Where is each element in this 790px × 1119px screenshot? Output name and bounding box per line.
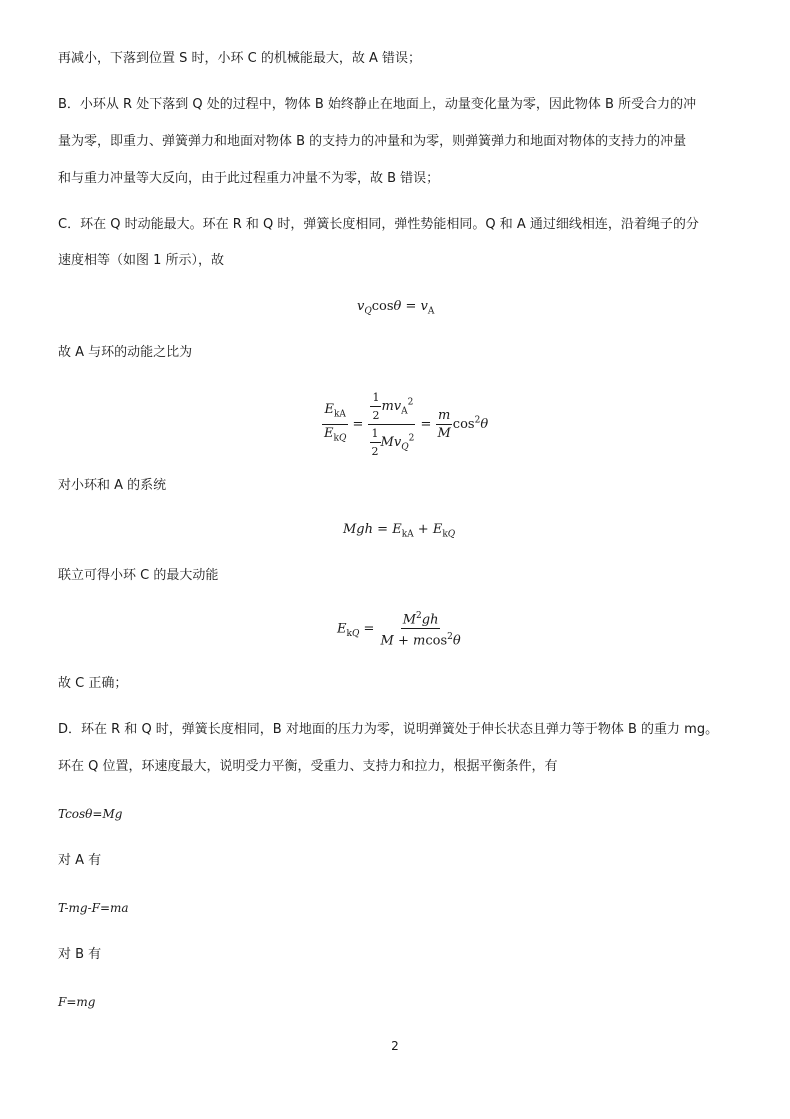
- equation-line-15: T-mg-F=ma: [58, 901, 129, 915]
- text-line-12: 环在 Q 位置，环速度最大，说明受力平衡，受重力、支持力和拉力，根据平衡条件，有: [58, 759, 558, 774]
- text-line-14: 对 A 有: [58, 853, 102, 868]
- text-line-5: C．环在 Q 时动能最大。环在 R 和 Q 时，弹簧长度相同，弹性势能相同。Q 和 A 通过细线相连，沿着绳子的分: [58, 217, 699, 232]
- page-number: 2: [391, 1039, 399, 1053]
- text-line-11: D．环在 R 和 Q 时，弹簧长度相同，B 对地面的压力为零，说明弹簧处于伸长状态且弹力等于物体 B 的重力 mg。: [58, 722, 719, 737]
- text-line-3: 量为零，即重力、弹簧弹力和地面对物体 B 的支持力的冲量和为零，则弹簧弹力和地面对物体的支持力的冲量: [58, 134, 687, 149]
- equation-max-kinetic-energy: $E_{kQ}$ = $\frac{M^2gh}{M + mcos^2\theta}$: [337, 611, 461, 649]
- text-line-6: 速度相等（如图 1 所示），故: [58, 253, 225, 268]
- equation-line-17: F=mg: [58, 995, 96, 1009]
- text-line-1: 再减小，下落到位置 S 时，小环 C 的机械能最大，故 A 错误；: [58, 51, 422, 66]
- text-line-2: B．小环从 R 处下落到 Q 处的过程中，物体 B 始终静止在地面上，动量变化量为零，因此物体 B 所受合力的冲: [58, 97, 697, 112]
- text-line-9: 联立可得小环 C 的最大动能: [58, 568, 219, 583]
- equation-velocity-relation: $v_Q\cos\theta = v_A$: [357, 299, 435, 317]
- text-line-4: 和与重力冲量等大反向，由于此过程重力冲量不为零，故 B 错误；: [58, 171, 440, 186]
- text-line-7: 故 A 与环的动能之比为: [58, 345, 193, 360]
- text-line-16: 对 B 有: [58, 947, 102, 962]
- text-line-10: 故 C 正确；: [58, 676, 128, 691]
- equation-kinetic-energy-ratio: $\frac{E_{kA}}{E_{kQ}}$ = $\frac{1}{2}$ $mv_A^2$ $\frac{1}{2}$ $Mv_Q^2$ = $\frac{m}{M}$ $\cos^2\theta$: [324, 391, 489, 458]
- equation-line-13: Tcosθ=Mg: [58, 807, 123, 821]
- text-line-8: 对小环和 A 的系统: [58, 478, 167, 493]
- equation-energy-conservation: Mgh = $E_{kA} + E_{kQ}$: [343, 522, 456, 540]
